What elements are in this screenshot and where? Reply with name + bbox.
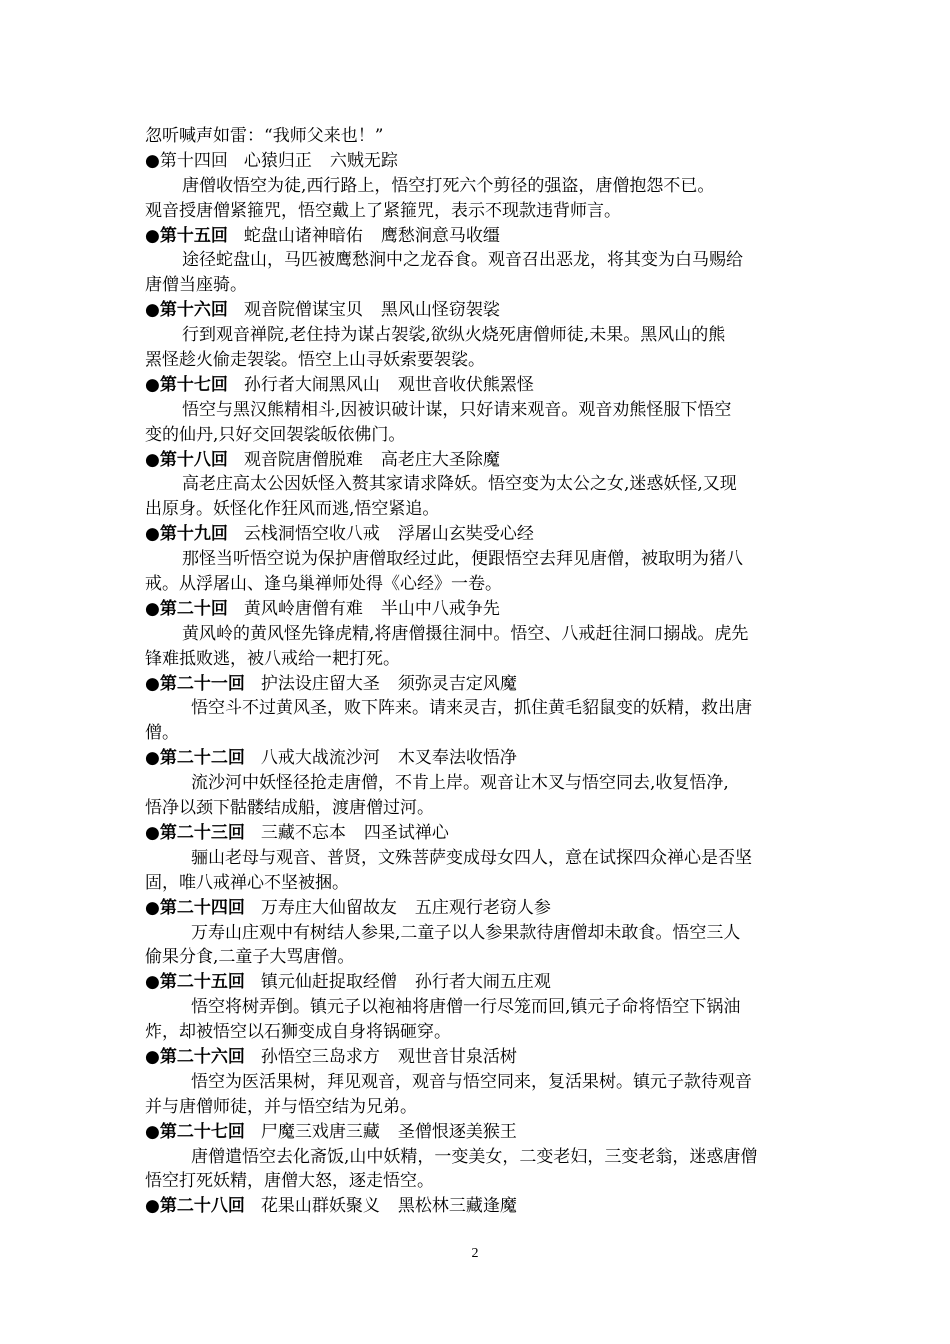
chapter-number: 第二十三回 [159, 822, 245, 843]
body-text-line: 悟净以颈下骷髅结成船，渡唐僧过河。 [145, 798, 434, 819]
bullet-icon: ● [145, 150, 160, 171]
body-text-line: 黄风岭的黄风怪先锋虎精,将唐僧摄往洞中。悟空、八戒赶往洞口搦战。虎先 [182, 623, 749, 644]
chapter-title-second: 半山中八戒争先 [380, 598, 500, 619]
chapter-heading [145, 522, 815, 547]
chapter-title-second: 观世音收伏熊罴怪 [397, 374, 534, 395]
bullet-icon: ● [145, 300, 160, 321]
chapter-title-second: 高老庄大圣除魔 [380, 449, 500, 470]
body-text-line: 僧。 [145, 723, 179, 744]
bullet-icon: ● [145, 972, 160, 993]
chapter-heading [145, 1120, 815, 1145]
body-text-line: 行到观音禅院,老住持为谋占袈裟,欲纵火烧死唐僧师徒,未果。黑风山的熊 [182, 325, 726, 346]
body-text-line: 悟空斗不过黄风圣，败下阵来。请来灵吉，抓住黄毛貂鼠变的妖精，救出唐 [191, 698, 752, 719]
body-text-line: 罴怪趁火偷走袈裟。悟空上山寻妖索要袈裟。 [145, 350, 485, 371]
chapter-title-first: 心猿归正 [243, 150, 312, 171]
chapter-number: 第十九回 [159, 524, 228, 545]
body-text-line: 固，唯八戒禅心不坚被捆。 [145, 872, 349, 893]
chapter-heading [145, 970, 815, 995]
chapter-heading [145, 746, 815, 771]
body-text-line: 骊山老母与观音、普贤，文殊菩萨变成母女四人，意在试探四众禅心是否坚 [191, 847, 752, 868]
chapter-title-second: 黑风山怪窃袈裟 [380, 300, 500, 321]
chapter-title-first: 云栈洞悟空收八戒 [243, 524, 380, 545]
chapter-number: 第二十五回 [159, 972, 245, 993]
body-text-line: 变的仙丹,只好交回袈裟皈依佛门。 [145, 424, 406, 445]
page-number: 2 [471, 1246, 479, 1261]
chapter-title-first: 蛇盘山诸神暗佑 [243, 225, 363, 246]
chapter-title-second: 四圣试禅心 [363, 822, 449, 843]
bullet-icon: ● [145, 1121, 160, 1142]
bullet-icon: ● [145, 1046, 160, 1067]
chapter-title-first: 镇元仙赶捉取经僧 [260, 972, 397, 993]
chapter-number: 第二十四回 [159, 897, 245, 918]
chapter-title-first: 护法设庄留大圣 [260, 673, 380, 694]
chapter-heading [145, 821, 815, 846]
chapter-number: 第十四回 [159, 150, 228, 171]
chapter-title-first: 八戒大战流沙河 [260, 748, 380, 769]
body-text-line: 万寿山庄观中有树结人参果,二童子以人参果款待唐僧却未敢食。悟空三人 [191, 922, 741, 943]
chapter-number: 第十七回 [159, 374, 228, 395]
body-text-line: 炸，却被悟空以石狮变成自身将锅砸穿。 [145, 1022, 451, 1043]
body-text-line: 戒。从浮屠山、逢乌巢禅师处得《心经》一卷。 [145, 574, 502, 595]
chapter-number: 第十六回 [159, 300, 228, 321]
chapter-number: 第二十二回 [159, 748, 245, 769]
chapter-title-second: 浮屠山玄奘受心经 [397, 524, 534, 545]
chapter-heading [145, 896, 815, 921]
chapter-number: 第二十六回 [159, 1046, 245, 1067]
chapter-title-second: 鹰愁涧意马收缰 [380, 225, 500, 246]
chapter-title-first: 观音院唐僧脱难 [243, 449, 363, 470]
chapter-heading [145, 224, 815, 249]
chapter-title-first: 万寿庄大仙留故友 [260, 897, 397, 918]
chapter-title-first: 孙悟空三岛求方 [260, 1046, 380, 1067]
body-text-line: 悟空将树弄倒。镇元子以袍袖将唐僧一行尽笼而回,镇元子命将悟空下锅油 [191, 997, 741, 1018]
body-text-line: 途径蛇盘山，马匹被鹰愁涧中之龙吞食。观音召出恶龙，将其变为白马赐给 [182, 250, 743, 271]
body-text-line: 出原身。妖怪化作狂风而逃,悟空紧追。 [145, 499, 440, 520]
chapter-number: 第二十回 [159, 598, 228, 619]
chapter-title-second: 孙行者大闹五庄观 [414, 972, 551, 993]
chapter-title-first: 黄风岭唐僧有难 [243, 598, 363, 619]
bullet-icon: ● [145, 822, 160, 843]
body-text-line: 唐僧当座骑。 [145, 275, 247, 296]
body-text-line: 并与唐僧师徒，并与悟空结为兄弟。 [145, 1096, 417, 1117]
chapter-heading [145, 448, 815, 473]
body-text-line: 唐僧收悟空为徒,西行路上，悟空打死六个剪径的强盗，唐僧抱怨不已。 [182, 175, 715, 196]
chapter-heading [145, 1194, 815, 1219]
bullet-icon: ● [145, 524, 160, 545]
body-text-line: 唐僧遣悟空去化斋饭,山中妖精，一变美女，二变老妇，三变老翁，迷惑唐僧 [191, 1146, 758, 1167]
chapter-number: 第十五回 [159, 225, 228, 246]
chapter-title-second: 木叉奉法收悟净 [397, 748, 517, 769]
chapter-number: 第二十八回 [159, 1196, 245, 1217]
chapter-title-first: 观音院僧谋宝贝 [243, 300, 363, 321]
body-text-line: 悟空为医活果树，拜见观音，观音与悟空同来，复活果树。镇元子款待观音 [191, 1071, 752, 1092]
chapter-title-second: 黑松林三藏逢魔 [397, 1196, 517, 1217]
bullet-icon: ● [145, 449, 160, 470]
chapter-title-first: 孙行者大闹黑风山 [243, 374, 380, 395]
body-text-line: 那怪当听悟空说为保护唐僧取经过此，便跟悟空去拜见唐僧，被取明为猪八 [182, 549, 743, 570]
bullet-icon: ● [145, 897, 160, 918]
chapter-title-second: 六贼无踪 [329, 150, 398, 171]
chapter-heading [145, 1045, 815, 1070]
chapter-number: 第十八回 [159, 449, 228, 470]
chapter-title-second: 观世音甘泉活树 [397, 1046, 517, 1067]
body-text-line: 忽听喊声如雷：“我师父来也！” [145, 126, 384, 146]
body-text-line: 高老庄高太公因妖怪入赘其家请求降妖。悟空变为太公之女,迷惑妖怪,又现 [182, 474, 737, 495]
body-text-line: 流沙河中妖怪径抢走唐僧，不肯上岸。观音让木叉与悟空同去,收复悟净, [191, 773, 729, 794]
chapter-title-second: 圣僧恨逐美猴王 [397, 1121, 517, 1142]
bullet-icon: ● [145, 748, 160, 769]
bullet-icon: ● [145, 598, 160, 619]
chapter-title-first: 三藏不忘本 [260, 822, 346, 843]
document-body [145, 124, 815, 1219]
chapter-number: 第二十七回 [159, 1121, 245, 1142]
bullet-icon: ● [145, 673, 160, 694]
chapter-title-first: 花果山群妖聚义 [260, 1196, 380, 1217]
body-text-line: 观音授唐僧紧箍咒，悟空戴上了紧箍咒，表示不现款违背师言。 [145, 200, 621, 221]
chapter-title-second: 五庄观行老窃人参 [414, 897, 551, 918]
body-text-line: 锋难抵败逃，被八戒给一耙打死。 [145, 648, 400, 669]
bullet-icon: ● [145, 374, 160, 395]
body-text-line: 悟空与黑汉熊精相斗,因被识破计谋，只好请来观音。观音劝熊怪服下悟空 [182, 399, 732, 420]
bullet-icon: ● [145, 225, 160, 246]
chapter-heading [145, 373, 815, 398]
chapter-heading [145, 597, 815, 622]
chapter-title-second: 须弥灵吉定风魔 [397, 673, 517, 694]
bullet-icon: ● [145, 1196, 160, 1217]
chapter-title-first: 尸魔三戏唐三藏 [260, 1121, 380, 1142]
chapter-heading [145, 672, 815, 697]
chapter-number: 第二十一回 [159, 673, 245, 694]
body-text-line: 偷果分食,二童子大骂唐僧。 [145, 947, 355, 968]
body-text-line: 悟空打死妖精，唐僧大怒，逐走悟空。 [145, 1171, 434, 1192]
chapter-heading [145, 298, 815, 323]
chapter-heading [145, 149, 815, 174]
